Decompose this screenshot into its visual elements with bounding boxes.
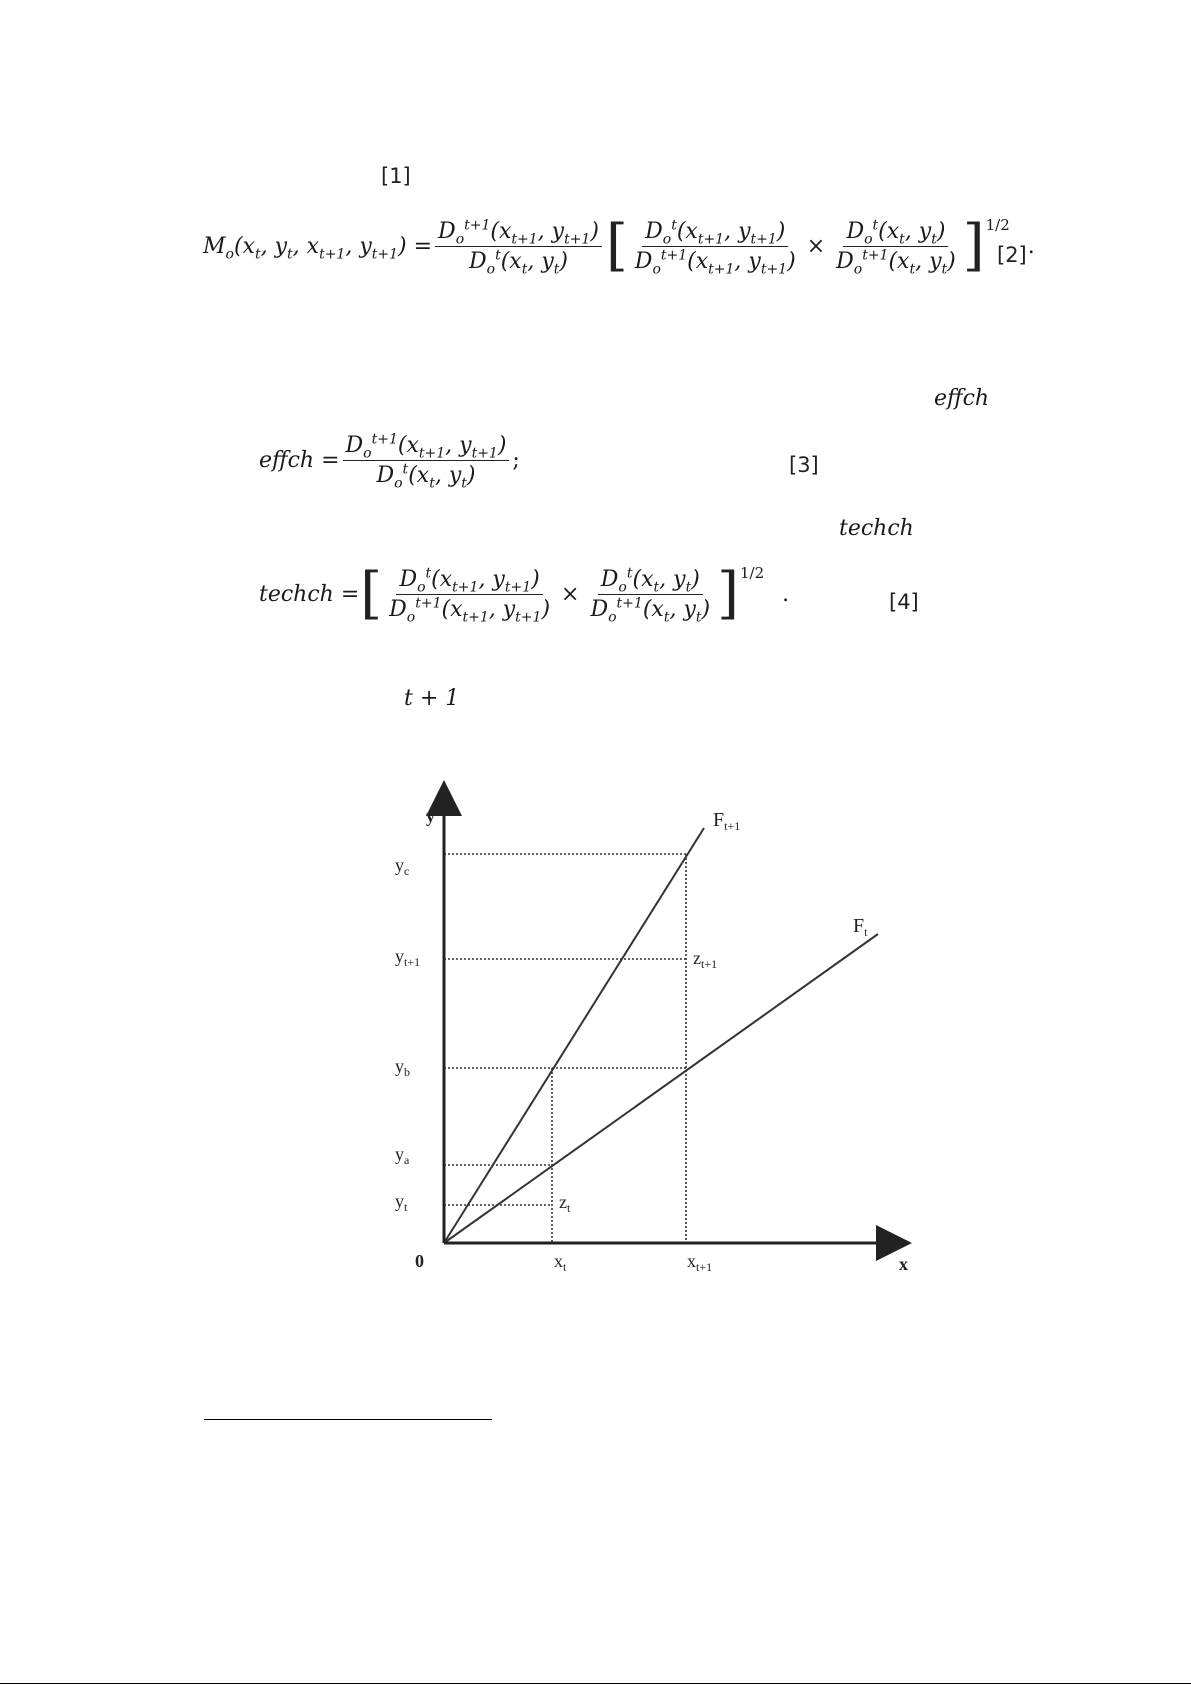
equation-2: $M_o(x_t$, $y_t$, $x_{t+1}$, $y_{t+1}$) = $\frac{D_o^{t+1}(x_{t+1}, y_{t+1})}{D_o^t(x_t, y_t)}$ [ $\frac{D_o^t(x_{t+1}, y_{t+1})}{D_o^{t+1}(x_{t+1}, y_{t+1})}$ × $\frac{D_o^t(x_t, y_t)}{D_o^{t+1}(x_t, y_t)}$ ] 1/2 .: [203, 213, 1035, 278]
frontier-label-t1: $F_{t+1}$: [713, 809, 741, 833]
page-bottom-edge: [0, 1683, 1191, 1684]
technology-fraction-1: $\frac{D_o^t(x_{t+1}, y_{t+1})}{D_o^{t+1}(x_{t+1}, y_{t+1})}$: [634, 217, 796, 277]
x-tick-xt1: $x_{t+1}$: [687, 1251, 713, 1274]
y-tick-yc: $y_c$: [395, 855, 410, 878]
inline-t-plus-1: t + 1: [404, 686, 460, 711]
y-tick-yt: $y_t$: [395, 1191, 408, 1214]
inline-techch: techch: [839, 516, 914, 541]
y-tick-yt1: $y_{t+1}$: [395, 946, 421, 969]
techch-fraction-2: $\frac{D_o^t(x_t, y_t)}{D_o^{t+1}(x_t, y_t)}$: [590, 565, 711, 625]
equation-number-4: [4]: [889, 590, 919, 614]
equation-3: effch = $\frac{D_o^{t+1}(x_{t+1}, y_{t+1})}{D_o^t(x_t, y_t)}$ ;: [259, 431, 520, 492]
footnote-separator: [204, 1419, 492, 1420]
malmquist-index-lhs: $M_o(x_t$, $y_t$, $x_{t+1}$, $y_{t+1}$) =: [203, 233, 433, 262]
exponent-eq4: 1/2: [739, 564, 765, 582]
x-tick-xt: $x_t$: [554, 1251, 567, 1274]
techch-fraction-1: $\frac{D_o^t(x_{t+1}, y_{t+1})}{D_o^{t+1}(x_{t+1}, y_{t+1})}$: [389, 565, 551, 625]
origin-label: 0: [415, 1251, 424, 1271]
inline-effch: effch: [934, 386, 990, 411]
point-label-zt1: $z_{t+1}$: [693, 948, 718, 971]
equation-number-2: [2]: [997, 243, 1027, 267]
efficiency-fraction: $\frac{D_o^{t+1}(x_{t+1}, y_{t+1})}{D_o^t(x_t, y_t)}$: [435, 219, 602, 274]
frontier-label-t: $F_t$: [853, 915, 868, 939]
equation-4: techch = [ $\frac{D_o^t(x_{t+1}, y_{t+1})}{D_o^{t+1}(x_{t+1}, y_{t+1})}$ × $\frac{D_o^t(x_t, y_t)}{D_o^{t+1}(x_t, y_t)}$ ] 1/2 .: [259, 561, 790, 626]
y-axis-label: y: [426, 806, 435, 826]
effch-fraction: $\frac{D_o^{t+1}(x_{t+1}, y_{t+1})}{D_o^t(x_t, y_t)}$: [343, 433, 510, 488]
point-label-zt: $z_t$: [559, 1192, 571, 1215]
exponent-eq2: 1/2: [985, 216, 1010, 234]
equation-number-3: [3]: [789, 453, 819, 477]
x-axis-label: x: [899, 1254, 908, 1274]
equation-number-1: [1]: [381, 164, 411, 188]
technology-fraction-2: $\frac{D_o^t(x_t, y_t)}{D_o^{t+1}(x_t, y_t)}$: [836, 217, 956, 277]
y-tick-yb: $y_b$: [395, 1056, 410, 1079]
frontier-line-t: [444, 934, 878, 1243]
y-tick-ya: $y_a$: [395, 1144, 410, 1167]
frontier-line-t1: [444, 828, 704, 1243]
